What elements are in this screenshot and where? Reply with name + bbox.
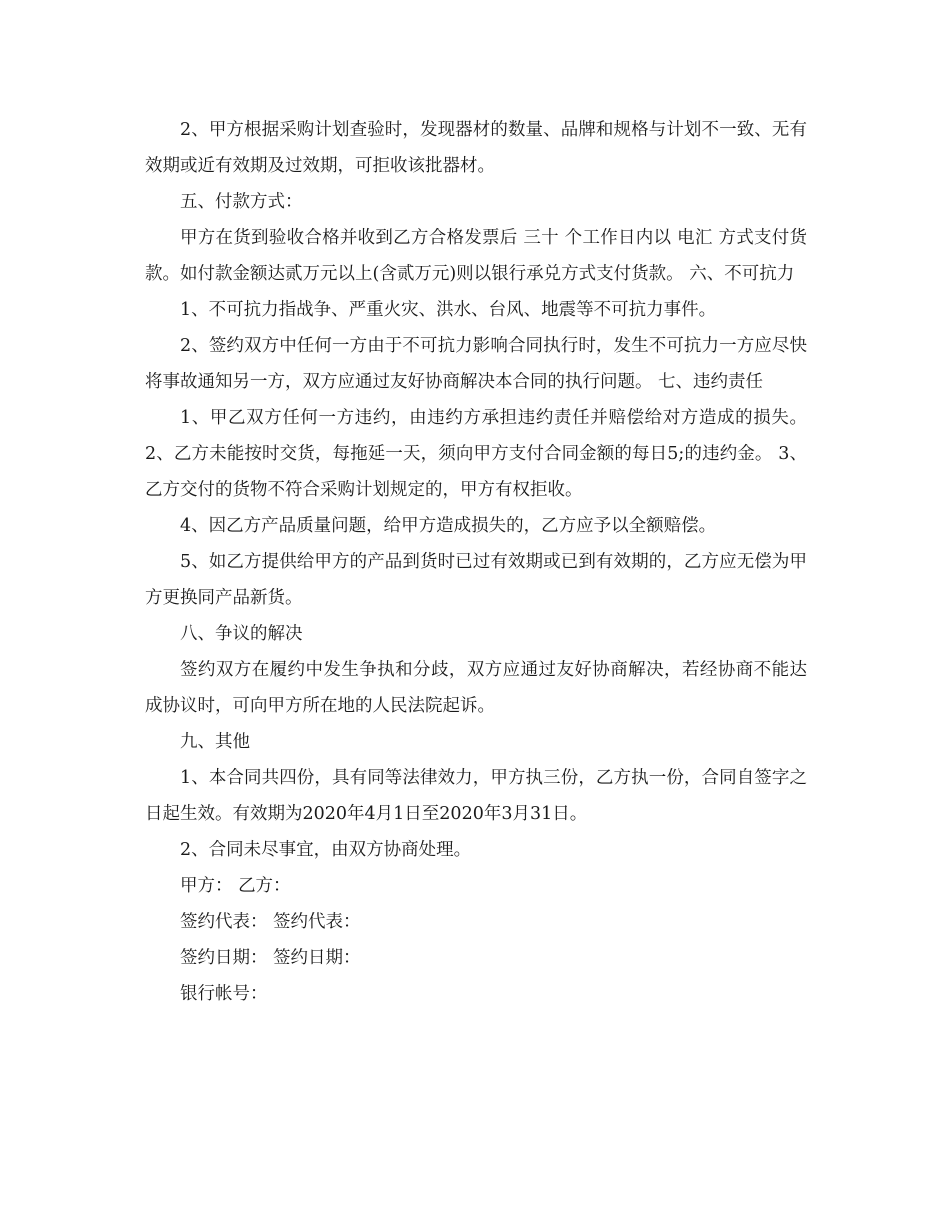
- clause-dispute-resolution: 签约双方在履约中发生争执和分歧，双方应通过友好协商解决，若经协商不能达成协议时，可向甲方所在地的人民法院起诉。: [145, 660, 807, 716]
- signature-bank-account-line: 银行帐号：: [180, 984, 268, 1004]
- section-heading-other: 九、其他: [180, 732, 250, 752]
- clause-copies-validity: 1、本合同共四份，具有同等法律效力，甲方执三份，乙方执一份，合同自签字之日起生效。有效期为2020年4月1日至2020年3月31日。: [145, 768, 807, 824]
- clause-expired-replacement: 5、如乙方提供给甲方的产品到货时已过有效期或已到有效期的，乙方应无偿为甲方更换同产品新货。: [145, 552, 807, 608]
- section-heading-dispute: 八、争议的解决: [180, 624, 303, 644]
- clause-force-majeure-notice: 2、签约双方中任何一方由于不可抗力影响合同执行时，发生不可抗力一方应尽快将事故通知另一方，双方应通过友好协商解决本合同的执行问题。 七、违约责任: [145, 336, 807, 392]
- signature-date-line: 签约日期： 签约日期：: [180, 948, 361, 968]
- clause-payment-terms: 甲方在货到验收合格并收到乙方合格发票后 三十 个工作日内以 电汇 方式支付货款。如付款金额达贰万元以上(含贰万元)则以银行承兑方式支付货款。 六、不可抗力: [145, 228, 807, 284]
- signature-party-line: 甲方： 乙方：: [180, 876, 291, 896]
- clause-inspection-rejection: 2、甲方根据采购计划查验时，发现器材的数量、品牌和规格与计划不一致、无有效期或近有效期及过效期，可拒收该批器材。: [145, 120, 807, 176]
- clause-quality-compensation: 4、因乙方产品质量问题，给甲方造成损失的，乙方应予以全额赔偿。: [180, 516, 717, 536]
- contract-body: [145, 112, 807, 1012]
- section-heading-payment: 五、付款方式：: [180, 192, 303, 212]
- signature-representative-line: 签约代表： 签约代表：: [180, 912, 361, 932]
- clause-force-majeure-definition: 1、不可抗力指战争、严重火灾、洪水、台风、地震等不可抗力事件。: [180, 300, 717, 320]
- clause-unresolved-matters: 2、合同未尽事宜，由双方协商处理。: [180, 840, 472, 860]
- clause-breach-liability: 1、甲乙双方任何一方违约，由违约方承担违约责任并赔偿给对方造成的损失。 2、乙方未能按时交货，每拖延一天，须向甲方支付合同金额的每日5;的违约金。 3、乙方交付的货物不符合采购计划规定的，甲方有权拒收。: [145, 408, 807, 500]
